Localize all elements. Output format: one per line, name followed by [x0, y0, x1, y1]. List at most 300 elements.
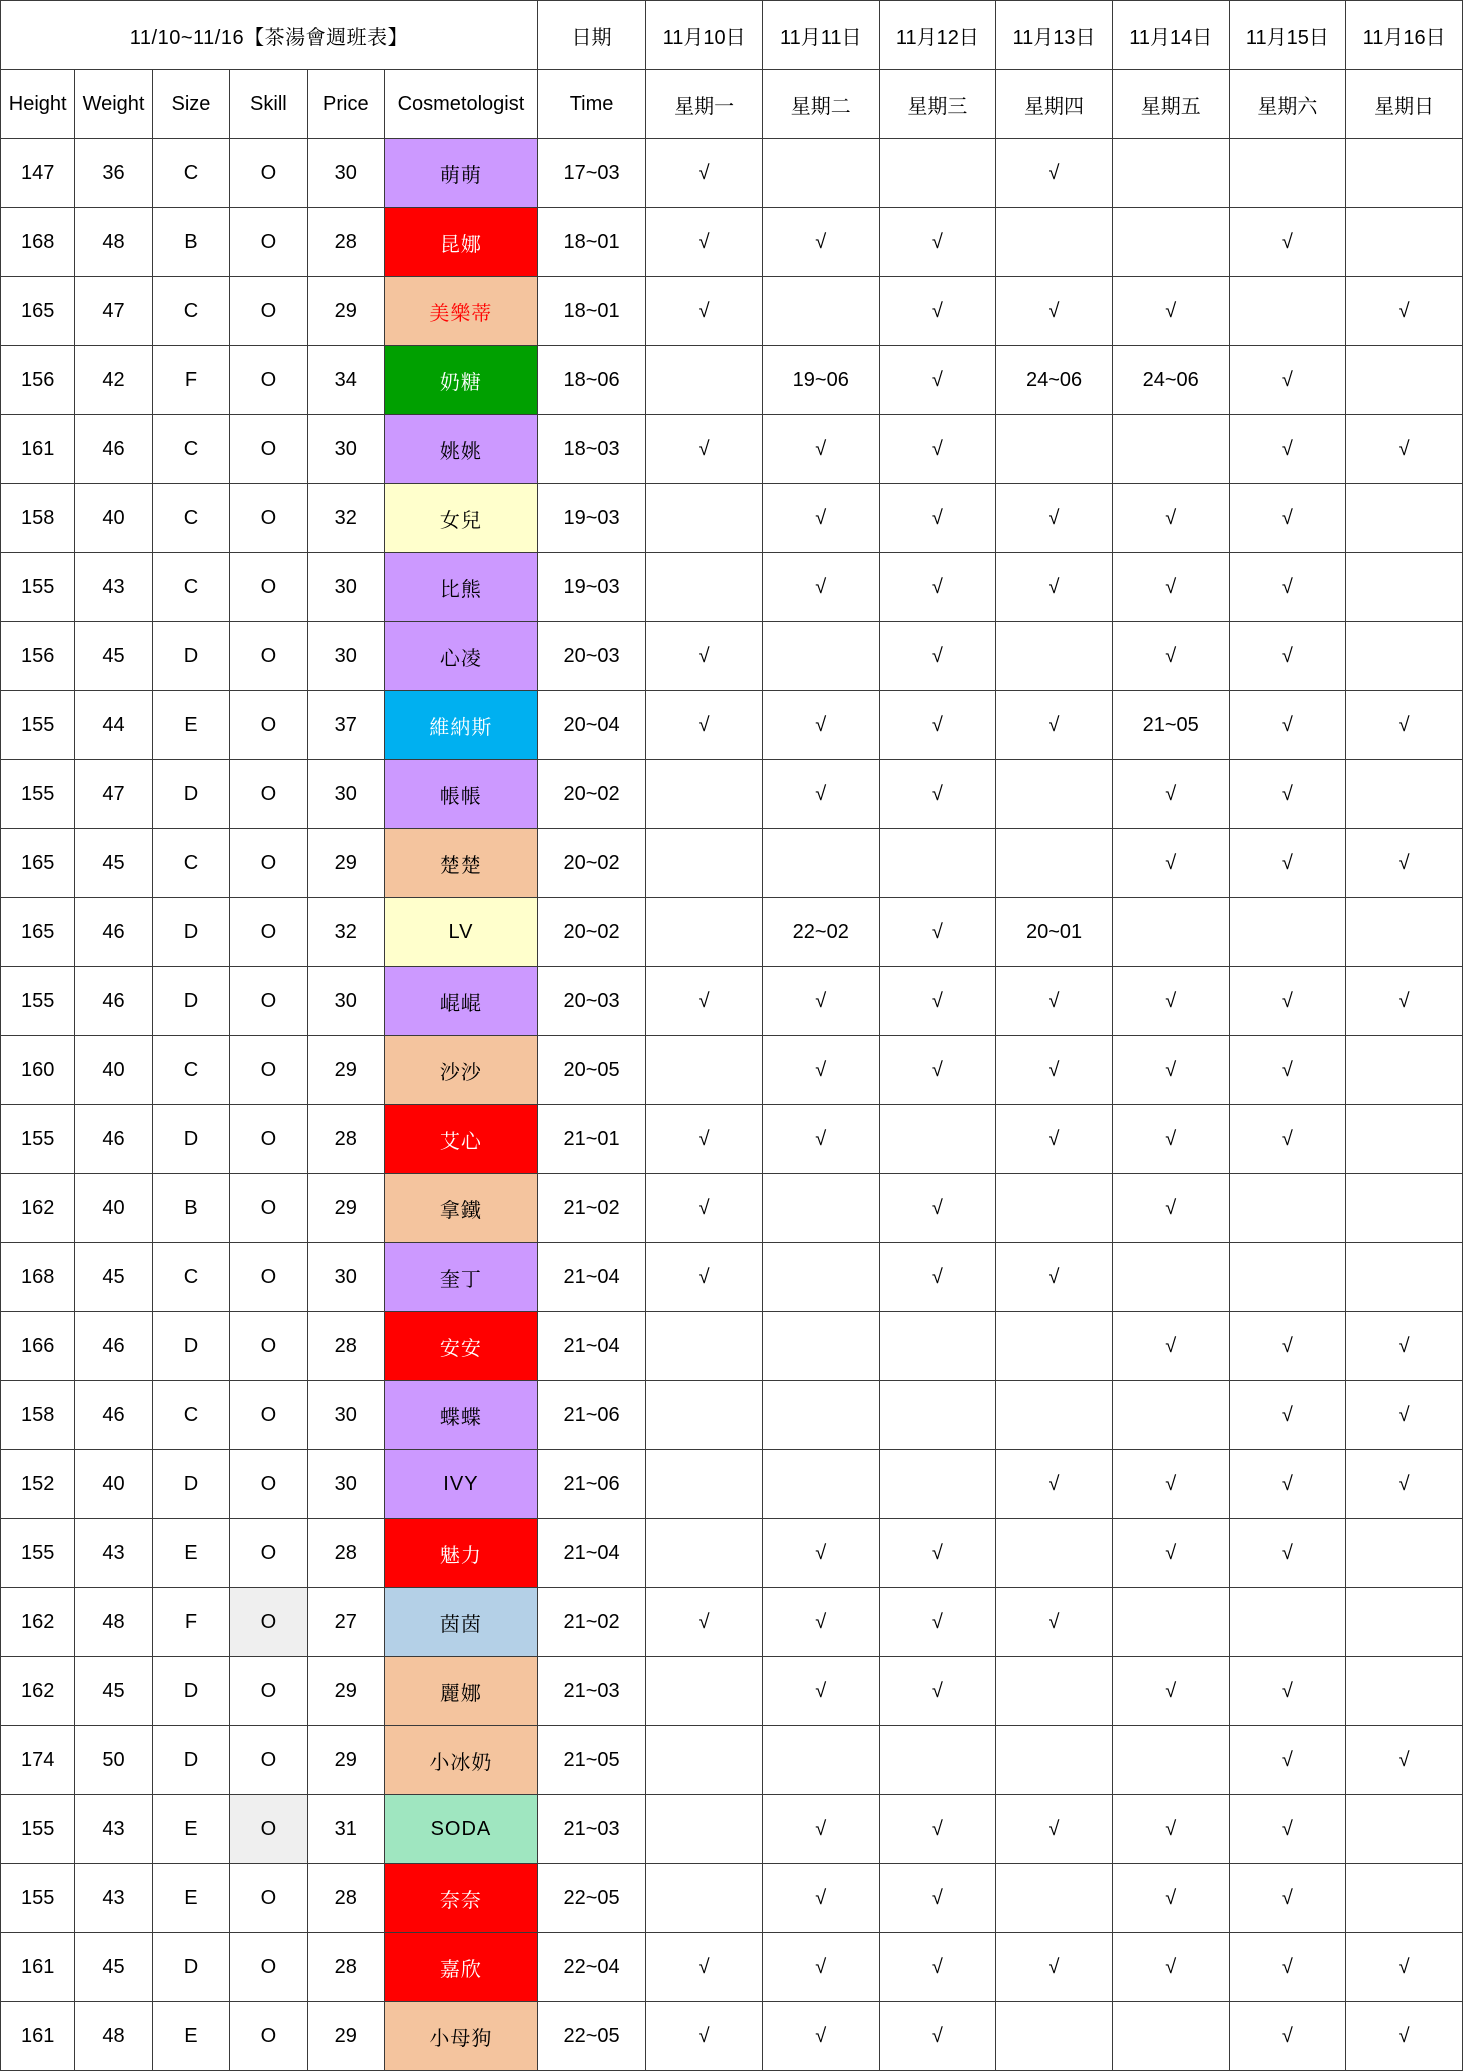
cell-cosmetologist-name: 蝶蝶 — [385, 1381, 538, 1450]
date-header-6: 11月16日 — [1346, 1, 1463, 70]
cell-cosmetologist-name: IVY — [385, 1450, 538, 1519]
cell-shift-day-6 — [1346, 346, 1463, 415]
cell-weight: 46 — [75, 1381, 152, 1450]
cell-height: 156 — [1, 622, 75, 691]
cell-price: 28 — [307, 1312, 384, 1381]
cell-weight: 46 — [75, 898, 152, 967]
cell-size: D — [152, 1657, 229, 1726]
cell-shift-day-6 — [1346, 139, 1463, 208]
cell-shift-day-6 — [1346, 1864, 1463, 1933]
date-header-1: 11月11日 — [762, 1, 879, 70]
cell-shift-day-5: √ — [1229, 415, 1346, 484]
cell-time: 21~04 — [537, 1243, 645, 1312]
cell-time: 20~03 — [537, 622, 645, 691]
cell-weight: 40 — [75, 1036, 152, 1105]
cell-height: 155 — [1, 691, 75, 760]
cell-price: 34 — [307, 346, 384, 415]
cell-shift-day-6 — [1346, 898, 1463, 967]
cell-shift-day-0: √ — [646, 1243, 763, 1312]
cell-cosmetologist-name: 昆娜 — [385, 208, 538, 277]
cell-skill: O — [230, 1105, 307, 1174]
cell-skill: O — [230, 346, 307, 415]
cell-shift-day-4: 24~06 — [1112, 346, 1229, 415]
cell-shift-day-0 — [646, 1726, 763, 1795]
cell-time: 21~05 — [537, 1726, 645, 1795]
cell-cosmetologist-name: 崐崐 — [385, 967, 538, 1036]
cell-skill: O — [230, 691, 307, 760]
table-row — [1, 415, 1463, 484]
cell-time: 20~02 — [537, 760, 645, 829]
cell-shift-day-3: 20~01 — [996, 898, 1113, 967]
cell-time: 20~04 — [537, 691, 645, 760]
cell-shift-day-3: √ — [996, 277, 1113, 346]
table-row — [1, 1933, 1463, 2002]
cell-time: 20~03 — [537, 967, 645, 1036]
weekday-header-2: 星期三 — [879, 70, 996, 139]
cell-shift-day-5: √ — [1229, 691, 1346, 760]
cell-shift-day-4 — [1112, 1243, 1229, 1312]
cell-size: C — [152, 829, 229, 898]
cell-shift-day-4: √ — [1112, 760, 1229, 829]
table-row — [1, 1657, 1463, 1726]
cell-skill: O — [230, 760, 307, 829]
cell-time: 18~01 — [537, 208, 645, 277]
cell-shift-day-5: √ — [1229, 760, 1346, 829]
cell-height: 165 — [1, 277, 75, 346]
cell-price: 30 — [307, 1450, 384, 1519]
cell-shift-day-2 — [879, 1381, 996, 1450]
cell-shift-day-3: √ — [996, 553, 1113, 622]
cell-time: 21~03 — [537, 1657, 645, 1726]
cell-shift-day-0: √ — [646, 2002, 763, 2071]
cell-shift-day-6 — [1346, 1036, 1463, 1105]
cell-shift-day-4: √ — [1112, 1519, 1229, 1588]
cell-shift-day-2: √ — [879, 760, 996, 829]
cell-shift-day-4: √ — [1112, 1795, 1229, 1864]
cell-price: 32 — [307, 898, 384, 967]
cell-shift-day-4 — [1112, 1726, 1229, 1795]
cell-shift-day-1: √ — [762, 553, 879, 622]
cell-skill: O — [230, 1795, 307, 1864]
cell-shift-day-2: √ — [879, 553, 996, 622]
cell-time: 21~01 — [537, 1105, 645, 1174]
cell-price: 27 — [307, 1588, 384, 1657]
cell-shift-day-4 — [1112, 1588, 1229, 1657]
cell-cosmetologist-name: 楚楚 — [385, 829, 538, 898]
cell-shift-day-5: √ — [1229, 829, 1346, 898]
cell-skill: O — [230, 553, 307, 622]
cell-cosmetologist-name: 小冰奶 — [385, 1726, 538, 1795]
table-row — [1, 1105, 1463, 1174]
cell-cosmetologist-name: 沙沙 — [385, 1036, 538, 1105]
cell-shift-day-5: √ — [1229, 1381, 1346, 1450]
cell-height: 158 — [1, 484, 75, 553]
header-price: Price — [307, 70, 384, 139]
cell-price: 30 — [307, 415, 384, 484]
cell-size: C — [152, 277, 229, 346]
cell-size: C — [152, 415, 229, 484]
cell-height: 155 — [1, 553, 75, 622]
cell-shift-day-6: √ — [1346, 829, 1463, 898]
cell-weight: 48 — [75, 2002, 152, 2071]
cell-height: 152 — [1, 1450, 75, 1519]
cell-shift-day-1: √ — [762, 967, 879, 1036]
cell-cosmetologist-name: 嘉欣 — [385, 1933, 538, 2002]
cell-shift-day-1 — [762, 1381, 879, 1450]
cell-height: 161 — [1, 2002, 75, 2071]
cell-shift-day-0 — [646, 1795, 763, 1864]
cell-cosmetologist-name: LV — [385, 898, 538, 967]
cell-weight: 46 — [75, 415, 152, 484]
cell-weight: 43 — [75, 1864, 152, 1933]
cell-shift-day-4: √ — [1112, 1174, 1229, 1243]
cell-time: 18~03 — [537, 415, 645, 484]
cell-price: 29 — [307, 1657, 384, 1726]
date-header-5: 11月15日 — [1229, 1, 1346, 70]
cell-shift-day-2: √ — [879, 415, 996, 484]
cell-price: 30 — [307, 553, 384, 622]
cell-height: 158 — [1, 1381, 75, 1450]
cell-time: 22~04 — [537, 1933, 645, 2002]
cell-shift-day-1 — [762, 1174, 879, 1243]
cell-shift-day-6 — [1346, 1105, 1463, 1174]
cell-shift-day-3: √ — [996, 691, 1113, 760]
cell-size: D — [152, 1450, 229, 1519]
cell-shift-day-4: 21~05 — [1112, 691, 1229, 760]
cell-shift-day-2: √ — [879, 1864, 996, 1933]
cell-weight: 45 — [75, 1657, 152, 1726]
cell-shift-day-1: √ — [762, 1657, 879, 1726]
weekday-header-3: 星期四 — [996, 70, 1113, 139]
cell-shift-day-0: √ — [646, 622, 763, 691]
table-row — [1, 1864, 1463, 1933]
cell-weight: 46 — [75, 1312, 152, 1381]
cell-shift-day-4: √ — [1112, 484, 1229, 553]
cell-shift-day-5: √ — [1229, 1519, 1346, 1588]
cell-weight: 50 — [75, 1726, 152, 1795]
cell-shift-day-4: √ — [1112, 967, 1229, 1036]
cell-shift-day-4: √ — [1112, 1657, 1229, 1726]
cell-shift-day-2: √ — [879, 277, 996, 346]
cell-shift-day-0: √ — [646, 1933, 763, 2002]
cell-shift-day-6: √ — [1346, 1933, 1463, 2002]
cell-shift-day-6 — [1346, 208, 1463, 277]
cell-weight: 48 — [75, 1588, 152, 1657]
cell-shift-day-0 — [646, 1312, 763, 1381]
weekday-header-1: 星期二 — [762, 70, 879, 139]
cell-time: 17~03 — [537, 139, 645, 208]
table-row — [1, 760, 1463, 829]
cell-shift-day-1 — [762, 277, 879, 346]
cell-shift-day-3 — [996, 1381, 1113, 1450]
cell-skill: O — [230, 1519, 307, 1588]
cell-shift-day-3: √ — [996, 139, 1113, 208]
header-size: Size — [152, 70, 229, 139]
cell-skill: O — [230, 208, 307, 277]
cell-shift-day-6 — [1346, 553, 1463, 622]
cell-shift-day-4 — [1112, 2002, 1229, 2071]
cell-shift-day-6: √ — [1346, 415, 1463, 484]
cell-shift-day-2: √ — [879, 1174, 996, 1243]
cell-cosmetologist-name: 奈奈 — [385, 1864, 538, 1933]
cell-size: E — [152, 2002, 229, 2071]
cell-weight: 45 — [75, 1243, 152, 1312]
cell-weight: 46 — [75, 967, 152, 1036]
cell-shift-day-6: √ — [1346, 2002, 1463, 2071]
cell-time: 19~03 — [537, 553, 645, 622]
cell-shift-day-0: √ — [646, 415, 763, 484]
cell-weight: 36 — [75, 139, 152, 208]
table-row — [1, 2002, 1463, 2071]
table-row — [1, 346, 1463, 415]
cell-skill: O — [230, 139, 307, 208]
cell-cosmetologist-name: 美樂蒂 — [385, 277, 538, 346]
cell-shift-day-4: √ — [1112, 1933, 1229, 2002]
cell-shift-day-2: √ — [879, 1036, 996, 1105]
cell-skill: O — [230, 415, 307, 484]
cell-shift-day-4 — [1112, 139, 1229, 208]
cell-height: 155 — [1, 1519, 75, 1588]
cell-shift-day-0 — [646, 346, 763, 415]
title-row — [1, 1, 1463, 70]
cell-shift-day-5: √ — [1229, 1726, 1346, 1795]
cell-price: 30 — [307, 967, 384, 1036]
cell-skill: O — [230, 1174, 307, 1243]
cell-shift-day-1: 19~06 — [762, 346, 879, 415]
date-header-0: 11月10日 — [646, 1, 763, 70]
table-row — [1, 1450, 1463, 1519]
cell-cosmetologist-name: 萌萌 — [385, 139, 538, 208]
cell-cosmetologist-name: 維納斯 — [385, 691, 538, 760]
cell-skill: O — [230, 1864, 307, 1933]
cell-time: 21~04 — [537, 1312, 645, 1381]
cell-shift-day-4: √ — [1112, 1864, 1229, 1933]
cell-price: 29 — [307, 1036, 384, 1105]
cell-cosmetologist-name: 魅力 — [385, 1519, 538, 1588]
cell-shift-day-6: √ — [1346, 1312, 1463, 1381]
cell-shift-day-6: √ — [1346, 1381, 1463, 1450]
cell-shift-day-1: √ — [762, 1519, 879, 1588]
cell-skill: O — [230, 1036, 307, 1105]
cell-skill: O — [230, 277, 307, 346]
cell-shift-day-2 — [879, 1105, 996, 1174]
table-header — [1, 1, 1463, 139]
cell-shift-day-2: √ — [879, 1519, 996, 1588]
cell-shift-day-2: √ — [879, 1795, 996, 1864]
table-row — [1, 1795, 1463, 1864]
table-row — [1, 1174, 1463, 1243]
cell-shift-day-5: √ — [1229, 1036, 1346, 1105]
cell-cosmetologist-name: 女兒 — [385, 484, 538, 553]
table-row — [1, 208, 1463, 277]
cell-shift-day-1: √ — [762, 415, 879, 484]
cell-shift-day-1: √ — [762, 208, 879, 277]
cell-size: C — [152, 1381, 229, 1450]
cell-shift-day-2 — [879, 1312, 996, 1381]
cell-shift-day-2 — [879, 139, 996, 208]
cell-weight: 43 — [75, 1519, 152, 1588]
cell-shift-day-4: √ — [1112, 553, 1229, 622]
cell-shift-day-4: √ — [1112, 829, 1229, 898]
cell-height: 166 — [1, 1312, 75, 1381]
cell-cosmetologist-name: 艾心 — [385, 1105, 538, 1174]
cell-shift-day-5 — [1229, 1174, 1346, 1243]
cell-size: C — [152, 1036, 229, 1105]
cell-price: 28 — [307, 1519, 384, 1588]
cell-shift-day-5: √ — [1229, 967, 1346, 1036]
column-header-row — [1, 70, 1463, 139]
cell-cosmetologist-name: 拿鐵 — [385, 1174, 538, 1243]
cell-shift-day-6 — [1346, 1588, 1463, 1657]
weekday-header-5: 星期六 — [1229, 70, 1346, 139]
cell-shift-day-2: √ — [879, 346, 996, 415]
table-row — [1, 967, 1463, 1036]
cell-weight: 47 — [75, 760, 152, 829]
cell-shift-day-6: √ — [1346, 1450, 1463, 1519]
cell-price: 29 — [307, 2002, 384, 2071]
cell-time: 21~04 — [537, 1519, 645, 1588]
cell-shift-day-5: √ — [1229, 1450, 1346, 1519]
cell-shift-day-3 — [996, 208, 1113, 277]
cell-shift-day-5 — [1229, 277, 1346, 346]
cell-size: D — [152, 1105, 229, 1174]
cell-shift-day-6: √ — [1346, 1726, 1463, 1795]
cell-size: D — [152, 1312, 229, 1381]
cell-shift-day-0 — [646, 760, 763, 829]
cell-shift-day-0 — [646, 553, 763, 622]
cell-skill: O — [230, 1933, 307, 2002]
cell-shift-day-4 — [1112, 898, 1229, 967]
cell-skill: O — [230, 829, 307, 898]
cell-shift-day-5 — [1229, 1243, 1346, 1312]
cell-price: 30 — [307, 1243, 384, 1312]
cell-shift-day-2: √ — [879, 1933, 996, 2002]
cell-shift-day-4: √ — [1112, 622, 1229, 691]
cell-shift-day-1 — [762, 1243, 879, 1312]
cell-shift-day-3 — [996, 2002, 1113, 2071]
cell-shift-day-4 — [1112, 415, 1229, 484]
cell-size: E — [152, 1795, 229, 1864]
cell-cosmetologist-name: 茵茵 — [385, 1588, 538, 1657]
cell-shift-day-5: √ — [1229, 1933, 1346, 2002]
cell-shift-day-6 — [1346, 1174, 1463, 1243]
table-row — [1, 553, 1463, 622]
cell-weight: 46 — [75, 1105, 152, 1174]
cell-height: 161 — [1, 1933, 75, 2002]
table-row — [1, 691, 1463, 760]
cell-shift-day-3 — [996, 1726, 1113, 1795]
cell-cosmetologist-name: 姚姚 — [385, 415, 538, 484]
header-cosmetologist: Cosmetologist — [385, 70, 538, 139]
cell-shift-day-1 — [762, 139, 879, 208]
date-header-2: 11月12日 — [879, 1, 996, 70]
cell-time: 18~01 — [537, 277, 645, 346]
cell-shift-day-1: √ — [762, 1105, 879, 1174]
cell-weight: 44 — [75, 691, 152, 760]
cell-shift-day-5: √ — [1229, 346, 1346, 415]
cell-skill: O — [230, 2002, 307, 2071]
cell-shift-day-1 — [762, 622, 879, 691]
cell-size: D — [152, 622, 229, 691]
date-header-3: 11月13日 — [996, 1, 1113, 70]
cell-shift-day-1: √ — [762, 691, 879, 760]
cell-shift-day-1: √ — [762, 1864, 879, 1933]
cell-weight: 45 — [75, 829, 152, 898]
cell-shift-day-0 — [646, 1657, 763, 1726]
cell-shift-day-3 — [996, 760, 1113, 829]
cell-shift-day-6: √ — [1346, 277, 1463, 346]
cell-shift-day-5: √ — [1229, 1657, 1346, 1726]
cell-cosmetologist-name: 比熊 — [385, 553, 538, 622]
cell-shift-day-1: √ — [762, 1588, 879, 1657]
cell-weight: 47 — [75, 277, 152, 346]
cell-shift-day-3: 24~06 — [996, 346, 1113, 415]
cell-shift-day-0 — [646, 1519, 763, 1588]
cell-shift-day-6 — [1346, 1795, 1463, 1864]
cell-shift-day-0 — [646, 1450, 763, 1519]
cell-cosmetologist-name: 麗娜 — [385, 1657, 538, 1726]
cell-time: 21~03 — [537, 1795, 645, 1864]
cell-shift-day-1: 22~02 — [762, 898, 879, 967]
cell-weight: 48 — [75, 208, 152, 277]
cell-shift-day-0 — [646, 484, 763, 553]
cell-shift-day-0: √ — [646, 277, 763, 346]
weekday-header-4: 星期五 — [1112, 70, 1229, 139]
cell-shift-day-2 — [879, 1450, 996, 1519]
cell-shift-day-4: √ — [1112, 1312, 1229, 1381]
cell-shift-day-6 — [1346, 484, 1463, 553]
cell-size: E — [152, 1519, 229, 1588]
cell-shift-day-5: √ — [1229, 208, 1346, 277]
cell-time: 21~02 — [537, 1588, 645, 1657]
cell-shift-day-2: √ — [879, 622, 996, 691]
cell-skill: O — [230, 622, 307, 691]
cell-shift-day-0 — [646, 1036, 763, 1105]
cell-size: C — [152, 484, 229, 553]
cell-weight: 43 — [75, 553, 152, 622]
weekday-header-0: 星期一 — [646, 70, 763, 139]
cell-shift-day-3 — [996, 1174, 1113, 1243]
cell-price: 32 — [307, 484, 384, 553]
cell-skill: O — [230, 967, 307, 1036]
cell-shift-day-4 — [1112, 1381, 1229, 1450]
cell-height: 155 — [1, 1105, 75, 1174]
cell-weight: 40 — [75, 1450, 152, 1519]
cell-size: C — [152, 553, 229, 622]
cell-price: 28 — [307, 1933, 384, 2002]
cell-cosmetologist-name: 奶糖 — [385, 346, 538, 415]
date-header-4: 11月14日 — [1112, 1, 1229, 70]
table-row — [1, 139, 1463, 208]
cell-cosmetologist-name: 小母狗 — [385, 2002, 538, 2071]
cell-height: 168 — [1, 1243, 75, 1312]
cell-shift-day-3 — [996, 1657, 1113, 1726]
cell-shift-day-0 — [646, 898, 763, 967]
date-label: 日期 — [537, 1, 645, 70]
cell-size: E — [152, 691, 229, 760]
cell-height: 162 — [1, 1174, 75, 1243]
cell-shift-day-2: √ — [879, 1243, 996, 1312]
cell-size: D — [152, 1933, 229, 2002]
cell-shift-day-4: √ — [1112, 1450, 1229, 1519]
cell-shift-day-3 — [996, 1864, 1113, 1933]
cell-time: 20~02 — [537, 829, 645, 898]
cell-shift-day-1 — [762, 1312, 879, 1381]
cell-shift-day-6: √ — [1346, 691, 1463, 760]
cell-weight: 45 — [75, 1933, 152, 2002]
cell-shift-day-2: √ — [879, 967, 996, 1036]
cell-height: 162 — [1, 1657, 75, 1726]
